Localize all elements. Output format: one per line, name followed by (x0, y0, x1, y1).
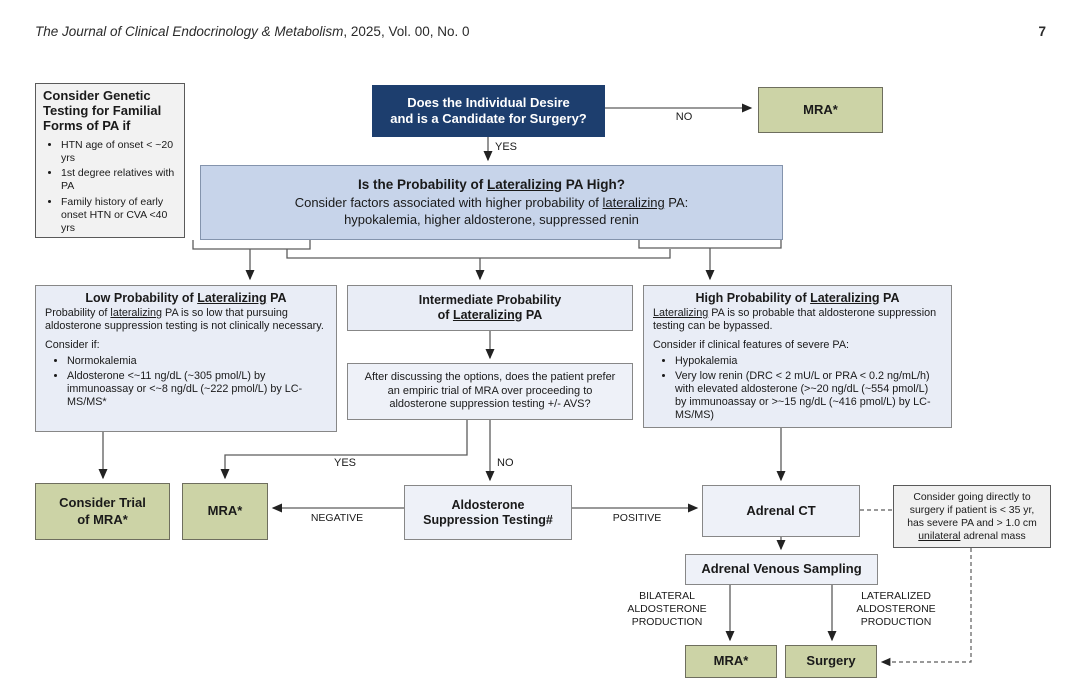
high-prob-title: High Probability of Lateralizing PA (695, 291, 900, 305)
ast-line: Suppression Testing# (423, 512, 553, 527)
intermediate-line2: of Lateralizing PA (437, 308, 543, 322)
low-prob-consider-label: Consider if: (45, 339, 100, 352)
journal-issue-info: , 2025, Vol. 00, No. 0 (343, 24, 470, 39)
low-prob-list (67, 355, 327, 409)
edge-label-no-top: NO (675, 111, 693, 123)
empiric-trial-question-box (347, 363, 633, 420)
consider-trial-mra-box (35, 483, 170, 540)
bracket-right (639, 240, 781, 248)
low-prob-title: Low Probability of Lateralizing PA (85, 291, 287, 305)
direct-surgery-note-box (893, 485, 1051, 548)
edge-label-yes-mid: YES (333, 457, 356, 469)
high-prob-body: Lateralizing PA is so probable that aldosterone suppression testing can be bypassed. (653, 307, 937, 333)
list-item: • Hypokalemia (675, 355, 942, 368)
question-line: Does the Individual Desire (407, 94, 570, 110)
ast-line: Aldosterone (451, 497, 525, 512)
empiric-trial-text: After discussing the options, does the patient prefer an empiric trial of MRA over proceeding to aldosterone suppression testing +/- AVS? (364, 371, 616, 411)
edge-label-bilateral: BILATERAL ALDOSTERONE PRODUCTION (627, 590, 707, 629)
genetic-testing-list (61, 139, 177, 235)
journal-title: The Journal of Clinical Endocrinology & Metabolism (35, 24, 344, 39)
list-item: • Aldosterone <~11 ng/dL (~305 pmol/L) by immunoassay or <~8 ng/dL (~222 pmol/L) by LC-MS/MS* (67, 370, 327, 410)
edge-label-positive: POSITIVE (612, 512, 662, 524)
edge-label-lateralized: LATERALIZED ALDOSTERONE PRODUCTION (856, 590, 936, 629)
high-prob-list (675, 355, 942, 422)
consider-trial-line: of MRA* (77, 511, 128, 527)
list-item: • Normokalemia (67, 355, 327, 368)
list-item: • Family history of early onset HTN or CVA <40 yrs (61, 196, 177, 234)
bracket-left (193, 240, 310, 249)
surgery-box: Surgery (785, 645, 877, 678)
lateralizing-title: Is the Probability of Lateralizing PA High? (357, 177, 626, 193)
genetic-testing-title: Consider Genetic Testing for Familial Forms of PA if (43, 88, 162, 133)
mra-mid-box: MRA* (182, 483, 268, 540)
mra-top-box: MRA* (758, 87, 883, 133)
surgery-candidate-question (372, 85, 605, 137)
lateralizing-line2: Consider factors associated with higher probability of lateralizing PA: (294, 195, 689, 211)
edge-label-negative: NEGATIVE (310, 512, 364, 524)
high-probability-box (643, 285, 952, 428)
lateralizing-probability-box (200, 165, 783, 240)
page-number: 7 (1038, 24, 1046, 39)
aldosterone-suppression-testing-box (404, 485, 572, 540)
bracket-middle (287, 249, 670, 258)
edge-label-no-mid: NO (497, 457, 514, 469)
mra-bottom-box: MRA* (685, 645, 777, 678)
intermediate-probability-box (347, 285, 633, 331)
lateralizing-line3: hypokalemia, higher aldosterone, suppressed renin (344, 211, 639, 227)
list-item: • Very low renin (DRC < 2 mU/L or PRA < 0.2 ng/mL/h) with elevated aldosterone (>~20 ng/dL (~554 pmol/L) by immunoassay or >~15 ng/dL (~416 pmol/L) by LC-MS/MS) (675, 370, 942, 423)
adrenal-venous-sampling-box: Adrenal Venous Sampling (685, 554, 878, 585)
low-prob-body: Probability of lateralizing PA is so low that pursuing aldosterone suppression testing is not clinically necessary. (45, 307, 324, 333)
high-prob-consider-label: Consider if clinical features of severe PA: (653, 339, 850, 352)
edge-label-yes-top: YES (495, 141, 518, 153)
genetic-testing-box (35, 83, 185, 238)
question-line: and is a Candidate for Surgery? (390, 111, 587, 126)
direct-surgery-note-text: Consider going directly to surgery if patient is < 35 yr, has severe PA and > 1.0 cm unilateral adrenal mass (907, 491, 1037, 542)
list-item: • 1st degree relatives with PA (61, 167, 177, 193)
list-item: • HTN age of onset < ~20 yrs (61, 139, 177, 165)
low-probability-box (35, 285, 337, 432)
adrenal-ct-box: Adrenal CT (702, 485, 860, 537)
consider-trial-line: Consider Trial (59, 495, 146, 511)
intermediate-line1: Intermediate Probability (418, 293, 562, 307)
